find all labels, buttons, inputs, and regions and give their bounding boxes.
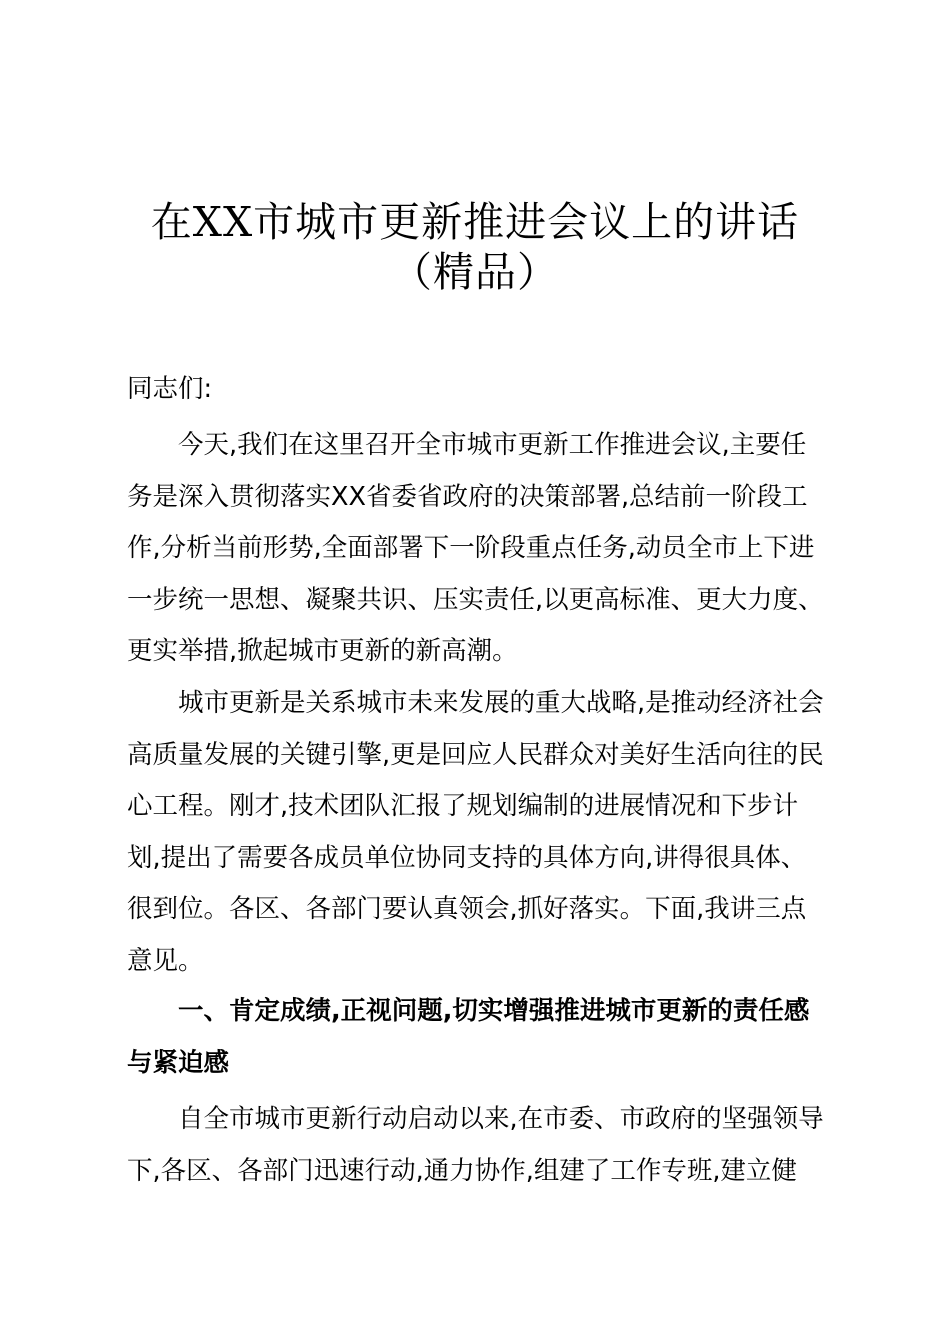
paragraph-achievements: 自全市城市更新行动启动以来,在市委、市政府的坚强领导下,各区、各部门迅速行动,通力协作,组建了工作专班,建立健 [127, 1104, 824, 1186]
paragraph-opening: 今天,我们在这里召开全市城市更新工作推进会议,主要任务是深入贯彻落实XX省委省政府的决策部署,总结前一阶段工作,分析当前形势,全面部署下一阶段重点任务,动员全市上下进一步统一思想、凝聚共识、压实责任,以更高标准、更大力度、更实举措,掀起城市更新的新高潮。 [127, 430, 824, 667]
document-title-suffix: （精品） [391, 248, 559, 296]
salutation: 同志们: [127, 374, 213, 404]
document-title: 在XX市城市更新推进会议上的讲话 [150, 198, 800, 246]
section-heading-1: 一、肯定成绩,正视问题,切实增强推进城市更新的责任感与紧迫感 [127, 996, 810, 1078]
paragraph-significance: 城市更新是关系城市未来发展的重大战略,是推动经济社会高质量发展的关键引擎,更是回应人民群众对美好生活向往的民心工程。刚才,技术团队汇报了规划编制的进展情况和下步计划,提出了需要各成员单位协同支持的具体方向,讲得很具体、很到位。各区、各部门要认真领会,抓好落实。下面,我讲三点意见。 [127, 688, 824, 976]
